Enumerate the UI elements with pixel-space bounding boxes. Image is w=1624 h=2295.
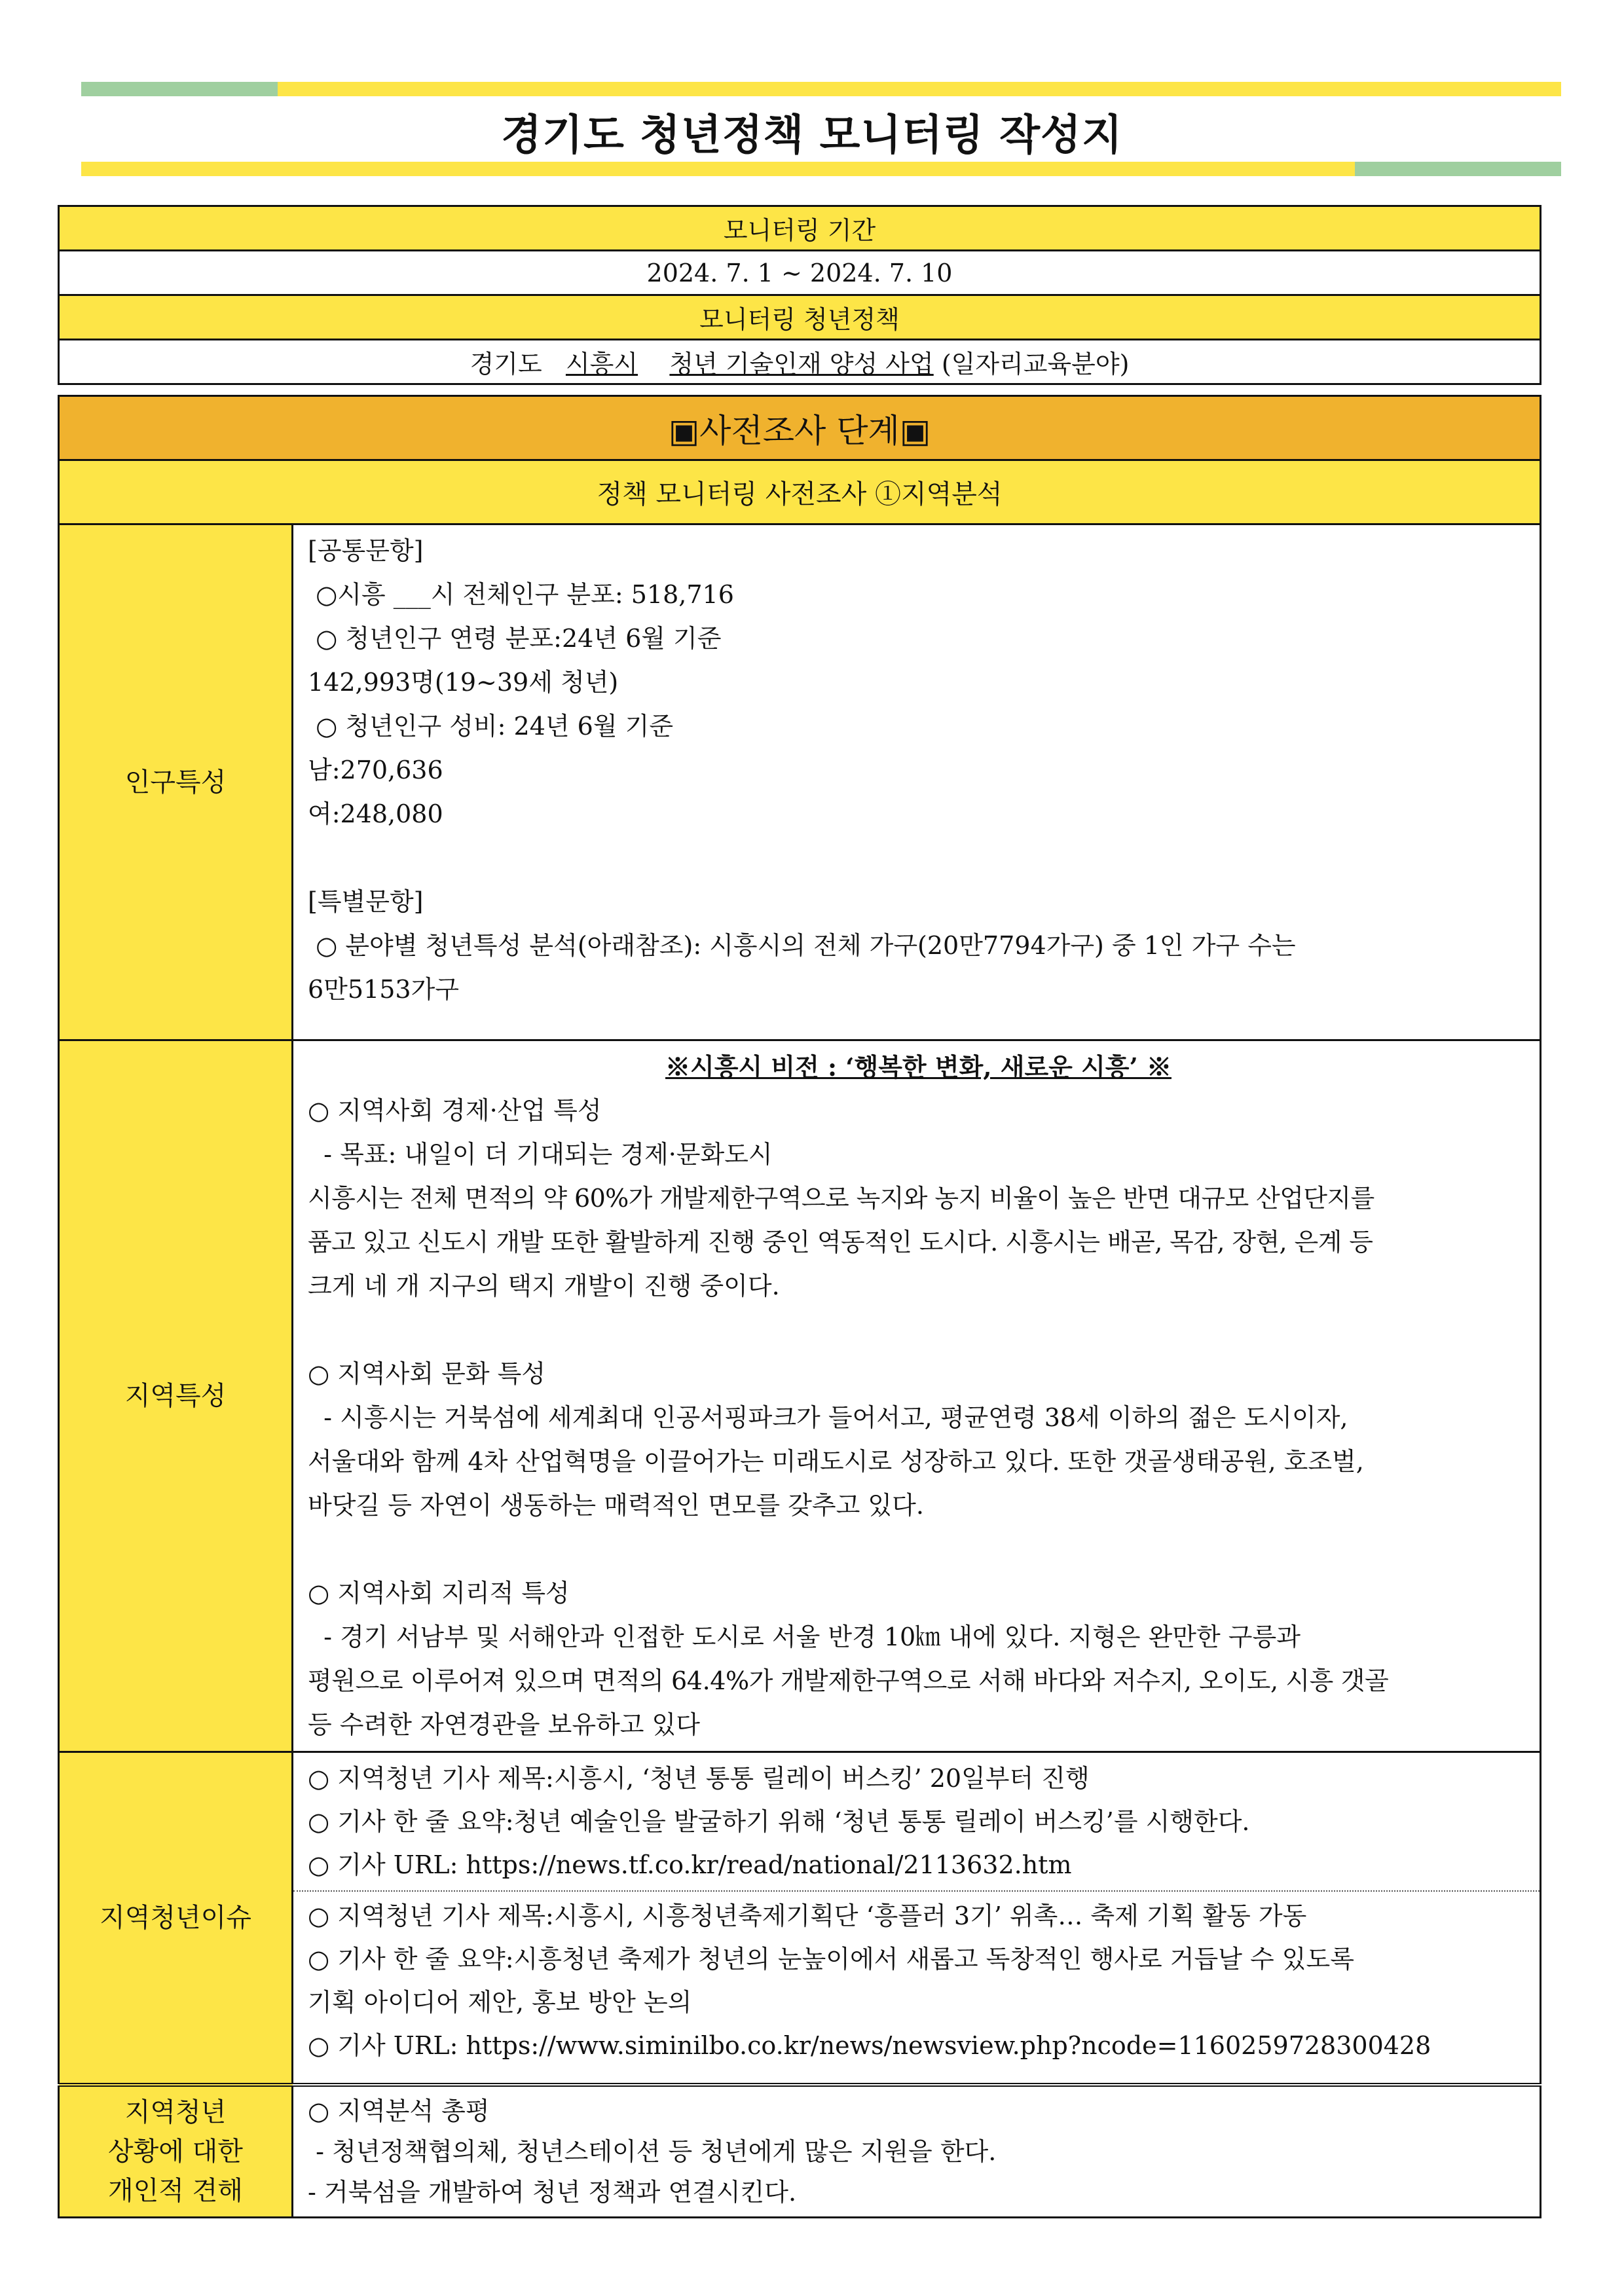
- article2-url[interactable]: ○ 기사 URL: https://www.siminilbo.co.kr/news/newsview.php?ncode=1160259728300428: [308, 2031, 1431, 2060]
- population-line: 남:270,636: [308, 756, 443, 784]
- article1-summary: ○ 기사 한 줄 요약:청년 예술인을 발굴하기 위해 ‘청년 통통 릴레이 버스킹’를 시행한다.: [308, 1807, 1250, 1836]
- stage-title: ▣사전조사 단계▣: [59, 396, 1541, 460]
- population-line: ○ 분야별 청년특성 분석(아래참조): 시흥시의 전체 가구(20만7794가구) 중 1인 가구 수는: [308, 931, 1296, 960]
- analysis-table: [58, 395, 1541, 2218]
- region-line: ○ 지역사회 문화 특성: [308, 1359, 546, 1388]
- population-line: 6만5153가구: [308, 975, 460, 1004]
- region-line: - 시흥시는 거북섬에 세계최대 인공서핑파크가 들어서고, 평균연령 38세 이하의 젊은 도시이자,: [308, 1403, 1348, 1432]
- policy-label: 모니터링 청년정책: [59, 295, 1541, 340]
- article1-url[interactable]: ○ 기사 URL: https://news.tf.co.kr/read/national/2113632.htm: [308, 1850, 1072, 1879]
- population-line: [308, 836, 1529, 880]
- population-line: [특별문항]: [308, 887, 424, 916]
- period-value: 2024. 7. 1 ~ 2024. 7. 10: [59, 251, 1541, 295]
- document-title: 경기도 청년정책 모니터링 작성지: [501, 111, 1123, 160]
- title-bar-bottom-yellow: [81, 162, 1355, 176]
- opinion-label-line: 개인적 견해: [108, 2175, 243, 2206]
- population-line: ○시흥 ___시 전체인구 분포: 518,716: [308, 580, 734, 609]
- region-line: [308, 1528, 1529, 1571]
- period-label: 모니터링 기간: [59, 206, 1541, 251]
- article2-summary-cont: 기획 아이디어 제안, 홍보 방안 논의: [308, 1988, 692, 2017]
- population-line: ○ 청년인구 연령 분포:24년 6월 기준: [308, 624, 722, 653]
- title-bar-top-yellow: [278, 82, 1561, 96]
- opinion-content: [293, 2085, 1541, 2218]
- policy-city: 시흥시: [565, 350, 638, 378]
- population-line: 142,993명(19~39세 청년): [308, 668, 619, 697]
- opinion-label-line: 상황에 대한: [108, 2136, 243, 2167]
- region-line: ○ 지역사회 경제·산업 특성: [308, 1096, 602, 1125]
- title-bar-top-green: [81, 82, 278, 96]
- info-table: [58, 205, 1541, 385]
- opinion-label-line: 지역청년: [124, 2097, 227, 2127]
- stage-subtitle: 정책 모니터링 사전조사 ①지역분석: [59, 460, 1541, 524]
- population-line: ○ 청년인구 성비: 24년 6월 기준: [308, 712, 674, 741]
- opinion-label: [59, 2085, 293, 2218]
- article2-summary: ○ 기사 한 줄 요약:시흥청년 축제가 청년의 눈높이에서 새롭고 독창적인 행사로 거듭날 수 있도록: [308, 1945, 1354, 1974]
- population-line: 여:248,080: [308, 799, 443, 828]
- region-line: 바닷길 등 자연이 생동하는 매력적인 면모를 갖추고 있다.: [308, 1491, 924, 1520]
- policy-region: 경기도: [470, 350, 542, 378]
- policy-value: [59, 340, 1541, 384]
- title-bar-bottom-green: [1355, 162, 1561, 176]
- region-label: 지역특성: [59, 1040, 293, 1752]
- policy-field: (일자리교육분야): [941, 350, 1130, 378]
- region-content: [293, 1040, 1541, 1752]
- opinion-line: - 거북섬을 개발하여 청년 정책과 연결시킨다.: [308, 2177, 797, 2207]
- article-separator: [293, 1890, 1540, 1892]
- article1-title: ○ 지역청년 기사 제목:시흥시, ‘청년 통통 릴레이 버스킹’ 20일부터 진행: [308, 1764, 1090, 1793]
- region-line: 크게 네 개 지구의 택지 개발이 진행 중이다.: [308, 1272, 780, 1300]
- region-line: 품고 있고 신도시 개발 또한 활발하게 진행 중인 역동적인 도시다. 시흥시는 배곧, 목감, 장현, 은계 등: [308, 1228, 1373, 1257]
- issues-label: 지역청년이슈: [59, 1752, 293, 2085]
- policy-name: 청년 기술인재 양성 사업: [669, 350, 934, 378]
- region-line: ○ 지역사회 지리적 특성: [308, 1579, 570, 1607]
- population-label: 인구특성: [59, 524, 293, 1040]
- region-line: 평원으로 이루어져 있으며 면적의 64.4%가 개발제한구역으로 서해 바다와 저수지, 오이도, 시흥 갯골: [308, 1666, 1389, 1695]
- region-line: [308, 1308, 1529, 1352]
- region-line: 시흥시는 전체 면적의 약 60%가 개발제한구역으로 녹지와 농지 비율이 높은 반면 대규모 산업단지를: [308, 1184, 1375, 1213]
- region-line: 등 수려한 자연경관을 보유하고 있다: [308, 1710, 700, 1739]
- issues-content: [293, 1752, 1541, 2085]
- region-line: 서울대와 함께 4차 산업혁명을 이끌어가는 미래도시로 성장하고 있다. 또한 갯골생태공원, 호조벌,: [308, 1447, 1364, 1476]
- opinion-line: - 청년정책협의체, 청년스테이션 등 청년에게 많은 지원을 한다.: [308, 2137, 997, 2166]
- article2-title: ○ 지역청년 기사 제목:시흥시, 시흥청년축제기획단 ‘흥플러 3기’ 위촉… 축제 기획 활동 가동: [308, 1901, 1307, 1930]
- population-content: [293, 524, 1541, 1040]
- opinion-line: ○ 지역분석 총평: [308, 2096, 490, 2125]
- region-line: - 목표: 내일이 더 기대되는 경제·문화도시: [308, 1140, 773, 1169]
- region-line: - 경기 서남부 및 서해안과 인접한 도시로 서울 반경 10㎞ 내에 있다. 지형은 완만한 구릉과: [308, 1623, 1301, 1651]
- region-vision: ※시흥시 비전 : ‘행복한 변화, 새로운 시흥’ ※: [665, 1052, 1172, 1082]
- population-line: [공통문항]: [308, 536, 424, 565]
